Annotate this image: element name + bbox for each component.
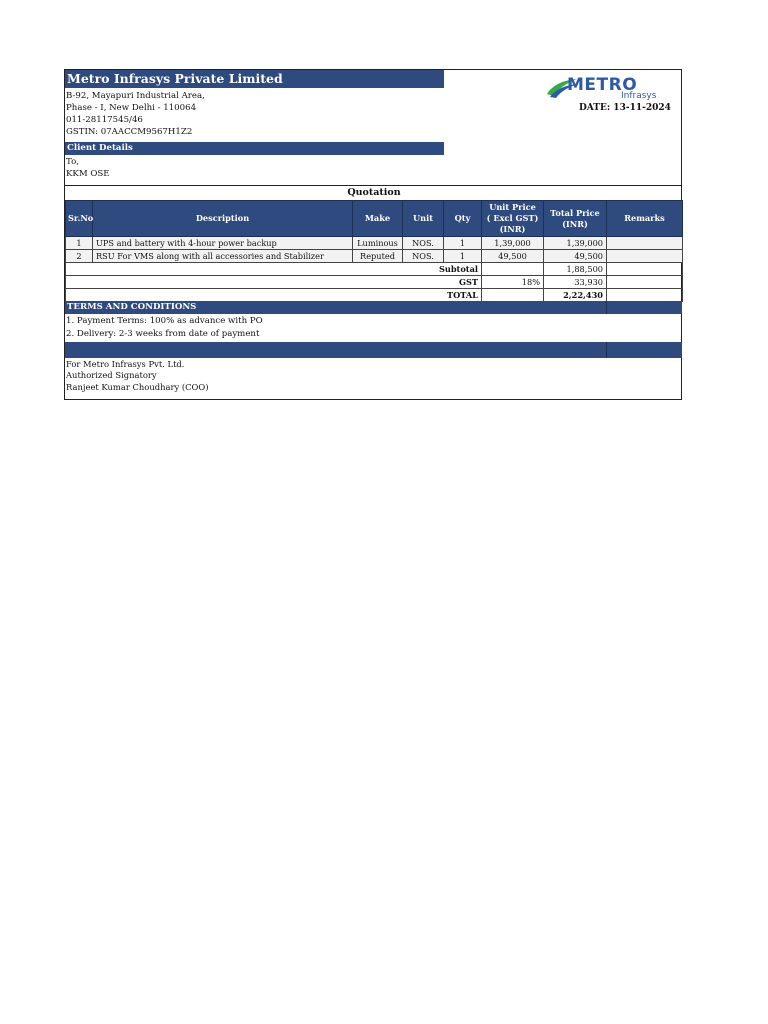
item-remarks bbox=[607, 250, 683, 263]
item-unit-price: 1,39,000 bbox=[482, 237, 544, 250]
terms-bar-divider bbox=[606, 301, 607, 314]
signature-bar bbox=[65, 342, 682, 358]
item-total-price: 49,500 bbox=[544, 250, 607, 263]
gst-amount: 33,930 bbox=[544, 276, 607, 289]
table-row bbox=[66, 250, 683, 263]
term-item: 1. Payment Terms: 100% as advance with PO bbox=[66, 316, 263, 326]
table-row bbox=[66, 237, 683, 250]
item-make: Luminous bbox=[353, 237, 403, 250]
table-header-row bbox=[66, 201, 683, 237]
terms-heading: TERMS AND CONDITIONS bbox=[67, 302, 197, 312]
header-total-price-line2: (INR) bbox=[562, 218, 588, 229]
subtotal-value: 1,88,500 bbox=[544, 263, 607, 276]
client-details-bar bbox=[65, 142, 444, 155]
header-unit-price-line3: (INR) bbox=[499, 224, 526, 234]
company-logo bbox=[545, 74, 663, 100]
header-unit-price-line2: ( Excl GST) bbox=[486, 213, 539, 223]
subtotal-label: Subtotal bbox=[66, 263, 482, 276]
item-make: Reputed bbox=[353, 250, 403, 263]
item-remarks bbox=[607, 237, 683, 250]
subtotal-blank bbox=[482, 263, 544, 276]
company-address-line2: Phase - I, New Delhi - 110064 bbox=[66, 103, 197, 113]
quotation-date: DATE: 13-11-2024 bbox=[579, 103, 671, 113]
item-unit-price: 49,500 bbox=[482, 250, 544, 263]
header-unit-price-line1: Unit Price bbox=[489, 202, 536, 212]
gst-remarks bbox=[607, 276, 683, 289]
item-unit: NOS. bbox=[403, 237, 444, 250]
item-unit: NOS. bbox=[403, 250, 444, 263]
header-description: Description bbox=[93, 201, 353, 237]
header-remarks: Remarks bbox=[607, 201, 683, 237]
item-qty: 1 bbox=[444, 250, 482, 263]
header-srno: Sr.No bbox=[66, 201, 93, 237]
item-description: UPS and battery with 4-hour power backup bbox=[93, 237, 353, 250]
gst-rate: 18% bbox=[482, 276, 544, 289]
logo-sub: Infrasys bbox=[621, 91, 657, 101]
header-qty: Qty bbox=[444, 201, 482, 237]
quotation-sheet bbox=[64, 69, 682, 400]
company-address-line1: B-92, Mayapuri Industrial Area, bbox=[66, 91, 205, 101]
company-gstin: GSTIN: 07AACCM9567H1Z2 bbox=[66, 127, 193, 137]
quotation-table bbox=[65, 200, 683, 302]
header-total-price-line1: Total Price bbox=[550, 207, 600, 218]
total-blank bbox=[482, 289, 544, 302]
subtotal-row bbox=[66, 263, 683, 276]
signature-bar-divider bbox=[606, 342, 607, 358]
terms-bar bbox=[65, 301, 682, 314]
signature-role: Authorized Signatory bbox=[66, 370, 157, 380]
signature-name: Ranjeet Kumar Choudhary (COO) bbox=[66, 382, 209, 392]
total-remarks bbox=[607, 289, 683, 302]
logo-word: METRO bbox=[567, 75, 638, 95]
item-qty: 1 bbox=[444, 237, 482, 250]
item-srno: 2 bbox=[66, 250, 93, 263]
total-row bbox=[66, 289, 683, 302]
header-make: Make bbox=[353, 201, 403, 237]
signature-company: For Metro Infrasys Pvt. Ltd. bbox=[66, 359, 185, 369]
item-total-price: 1,39,000 bbox=[544, 237, 607, 250]
header-unit-price bbox=[482, 201, 544, 237]
client-to: To, bbox=[66, 157, 79, 167]
client-details-heading: Client Details bbox=[67, 143, 133, 153]
company-name-bar bbox=[65, 70, 444, 88]
gst-row bbox=[66, 276, 683, 289]
company-name: Metro Infrasys Private Limited bbox=[67, 71, 283, 86]
total-value: 2,22,430 bbox=[544, 289, 607, 302]
item-description: RSU For VMS along with all accessories and Stabilizer bbox=[93, 250, 353, 263]
header-total-price bbox=[544, 201, 607, 237]
header-unit: Unit bbox=[403, 201, 444, 237]
subtotal-remarks bbox=[607, 263, 683, 276]
item-srno: 1 bbox=[66, 237, 93, 250]
total-label: TOTAL bbox=[66, 289, 482, 302]
company-phone: 011-28117545/46 bbox=[66, 115, 143, 125]
gst-label: GST bbox=[66, 276, 482, 289]
client-name: KKM OSE bbox=[66, 169, 110, 179]
term-item: 2. Delivery: 2-3 weeks from date of payment bbox=[66, 329, 260, 339]
quotation-title: Quotation bbox=[347, 187, 401, 198]
